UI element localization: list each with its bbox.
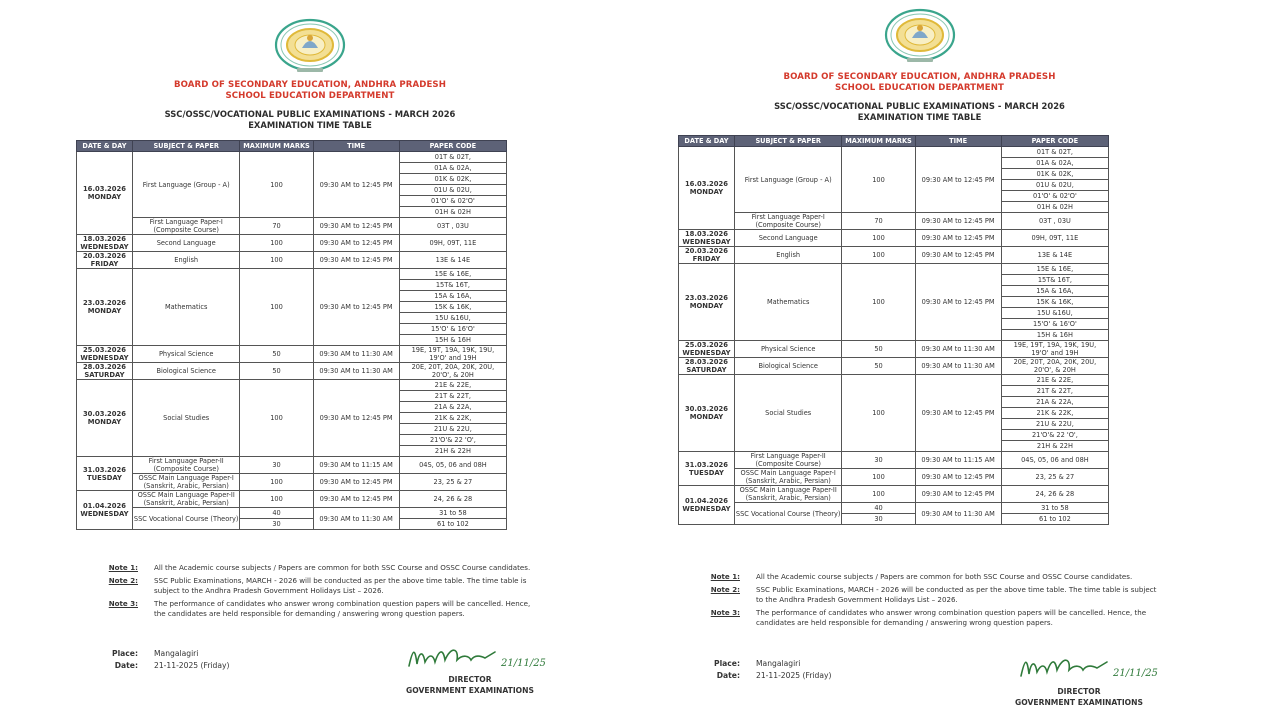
paper-code-cell: 21'O'& 22 'O',: [1001, 430, 1109, 441]
place-date-block: [692, 658, 832, 682]
paper-code-cell: 21E & 22E,: [399, 380, 507, 391]
table-row: [679, 341, 1109, 358]
exam-subtitle: EXAMINATION TIME TABLE: [248, 120, 372, 130]
paper-code-cell: 03T , 03U: [1001, 213, 1109, 230]
subject-cell: First Language Paper-II (Composite Course): [132, 457, 240, 474]
time-cell: 09:30 AM to 11:15 AM: [915, 452, 1001, 469]
table-row: [679, 247, 1109, 264]
paper-code-cell: 04S, 05, 06 and 08H: [399, 457, 507, 474]
director-block: [974, 686, 1184, 708]
paper-code-cell: 04S, 05, 06 and 08H: [1001, 452, 1109, 469]
subject-cell: OSSC Main Language Paper-I (Sanskrit, Arabic, Persian): [734, 469, 842, 486]
note-3: [90, 599, 542, 620]
paper-code-cell: 15H & 16H: [1001, 330, 1109, 341]
date-cell: 25.03.2026 WEDNESDAY: [77, 346, 133, 363]
table-row: [679, 213, 1109, 230]
paper-code-cell: 23, 25 & 27: [399, 474, 507, 491]
subject-cell: First Language (Group - A): [132, 152, 240, 218]
paper-code-cell: 01K & 02K,: [1001, 169, 1109, 180]
subject-cell: English: [132, 252, 240, 269]
subject-cell: First Language (Group - A): [734, 147, 842, 213]
time-cell: 09:30 AM to 11:15 AM: [313, 457, 399, 474]
marks-cell: 100: [240, 474, 313, 491]
date-value: 21-11-2025 (Friday): [154, 661, 230, 670]
time-cell: 09:30 AM to 12:45 PM: [313, 218, 399, 235]
marks-cell: 70: [240, 218, 313, 235]
time-cell: 09:30 AM to 12:45 PM: [915, 147, 1001, 213]
marks-cell: 50: [240, 346, 313, 363]
col-subject-paper: SUBJECT & PAPER: [734, 136, 842, 147]
paper-code-cell: 61 to 102: [399, 519, 507, 530]
paper-code-cell: 24, 26 & 28: [1001, 486, 1109, 503]
table-row: [77, 252, 507, 269]
subject-cell: Social Studies: [734, 375, 842, 452]
paper-code-cell: 61 to 102: [1001, 514, 1109, 525]
org-line1: BOARD OF SECONDARY EDUCATION, ANDHRA PRADESH: [173, 80, 447, 90]
time-cell: 09:30 AM to 12:45 PM: [915, 486, 1001, 503]
paper-code-cell: 21T & 22T,: [399, 391, 507, 402]
subject-cell: Social Studies: [132, 380, 240, 457]
marks-cell: 100: [842, 469, 915, 486]
time-cell: 09:30 AM to 12:45 PM: [915, 375, 1001, 452]
date-cell: 25.03.2026 WEDNESDAY: [679, 341, 735, 358]
note-label: Note 2:: [108, 575, 138, 585]
marks-cell: 100: [842, 147, 915, 213]
subject-cell: OSSC Main Language Paper-II (Sanskrit, Arabic, Persian): [734, 486, 842, 503]
paper-code-cell: 15U &16U,: [399, 313, 507, 324]
table-header-row: [679, 136, 1109, 147]
paper-code-cell: 01T & 02T,: [1001, 147, 1109, 158]
time-cell: 09:30 AM to 11:30 AM: [313, 346, 399, 363]
note-2: [692, 585, 1159, 606]
subject-cell: Second Language: [734, 230, 842, 247]
place-label: Place:: [714, 659, 740, 668]
paper-code-cell: 15T& 16T,: [1001, 275, 1109, 286]
time-cell: 09:30 AM to 12:45 PM: [313, 380, 399, 457]
date-cell: 18.03.2026 WEDNESDAY: [679, 230, 735, 247]
subject-cell: OSSC Main Language Paper-II (Sanskrit, Arabic, Persian): [132, 491, 240, 508]
paper-code-cell: 15K & 16K,: [399, 302, 507, 313]
paper-code-cell: 01U & 02U,: [399, 185, 507, 196]
note-text: All the Academic course subjects / Papers are common for both SSC Course and OSSC Course candidates.: [154, 563, 531, 572]
date-cell: 23.03.2026 MONDAY: [679, 264, 735, 341]
date-cell: 20.03.2026 FRIDAY: [679, 247, 735, 264]
paper-code-cell: 21H & 22H: [1001, 441, 1109, 452]
paper-code-cell: 15E & 16E,: [399, 269, 507, 280]
table-row: [77, 152, 507, 163]
paper-code-cell: 01A & 02A,: [1001, 158, 1109, 169]
marks-cell: 100: [842, 230, 915, 247]
paper-code-cell: 31 to 58: [1001, 503, 1109, 514]
time-cell: 09:30 AM to 12:45 PM: [313, 235, 399, 252]
table-row: [77, 508, 507, 519]
note-label: Note 2:: [710, 584, 740, 594]
marks-cell: 100: [842, 375, 915, 452]
note-label: Note 3:: [710, 607, 740, 617]
exam-timetable: [76, 140, 507, 530]
paper-code-cell: 03T , 03U: [399, 218, 507, 235]
paper-code-cell: 09H, 09T, 11E: [1001, 230, 1109, 247]
time-cell: 09:30 AM to 12:45 PM: [313, 269, 399, 346]
subject-cell: Biological Science: [132, 363, 240, 380]
paper-code-cell: 15H & 16H: [399, 335, 507, 346]
note-label: Note 1:: [108, 563, 138, 572]
org-line1: BOARD OF SECONDARY EDUCATION, ANDHRA PRADESH: [783, 72, 1056, 82]
table-row: [679, 230, 1109, 247]
director-signature: [1017, 650, 1167, 684]
paper-code-cell: 15U &16U,: [1001, 308, 1109, 319]
marks-cell: 100: [240, 152, 313, 218]
time-cell: 09:30 AM to 12:45 PM: [313, 474, 399, 491]
marks-cell: 100: [240, 380, 313, 457]
marks-cell: 50: [842, 341, 915, 358]
date-value: 21-11-2025 (Friday): [756, 671, 832, 680]
paper-code-cell: 21E & 22E,: [1001, 375, 1109, 386]
date-label: Date:: [716, 671, 740, 680]
subject-cell: OSSC Main Language Paper-I (Sanskrit, Arabic, Persian): [132, 474, 240, 491]
marks-cell: 100: [240, 235, 313, 252]
time-cell: 09:30 AM to 12:45 PM: [915, 213, 1001, 230]
paper-code-cell: 19E, 19T, 19A, 19K, 19U, 19'O' and 19H: [1001, 341, 1109, 358]
table-row: [77, 346, 507, 363]
paper-code-cell: 01T & 02T,: [399, 152, 507, 163]
time-cell: 09:30 AM to 12:45 PM: [313, 152, 399, 218]
table-row: [77, 363, 507, 380]
table-row: [77, 380, 507, 391]
col-paper-code: PAPER CODE: [399, 141, 507, 152]
paper-code-cell: 21'O'& 22 'O',: [399, 435, 507, 446]
note-text: All the Academic course subjects / Papers are common for both SSC Course and OSSC Course candidates.: [756, 572, 1133, 581]
time-cell: 09:30 AM to 12:45 PM: [915, 264, 1001, 341]
director-signature: [405, 640, 555, 674]
table-row: [679, 264, 1109, 275]
paper-code-cell: 21U & 22U,: [399, 424, 507, 435]
paper-code-cell: 21H & 22H: [399, 446, 507, 457]
note-text: The performance of candidates who answer wrong combination question papers will be cancelled. Hence, the candidates are held responsible for demanding / answering wrong question papers.: [154, 598, 531, 618]
table-row: [679, 469, 1109, 486]
date-cell: 28.03.2026 SATURDAY: [679, 358, 735, 375]
paper-code-cell: 15K & 16K,: [1001, 297, 1109, 308]
marks-cell: 30: [240, 519, 313, 530]
date-cell: 30.03.2026 MONDAY: [679, 375, 735, 452]
paper-code-cell: 01'O' & 02'O': [399, 196, 507, 207]
notes-section: [90, 563, 542, 622]
table-row: [77, 491, 507, 508]
paper-code-cell: 23, 25 & 27: [1001, 469, 1109, 486]
paper-code-cell: 21T & 22T,: [1001, 386, 1109, 397]
marks-cell: 40: [842, 503, 915, 514]
marks-cell: 70: [842, 213, 915, 230]
date-cell: 16.03.2026 MONDAY: [679, 147, 735, 230]
subject-cell: SSC Vocational Course (Theory): [734, 503, 842, 525]
date-cell: 30.03.2026 MONDAY: [77, 380, 133, 457]
place-value: Mangalagiri: [756, 659, 801, 668]
subject-cell: Physical Science: [132, 346, 240, 363]
subject-cell: English: [734, 247, 842, 264]
signature-date: 21/11/25: [1113, 668, 1158, 679]
col-subject-paper: SUBJECT & PAPER: [132, 141, 240, 152]
col-maximum-marks: MAXIMUM MARKS: [842, 136, 915, 147]
table-row: [77, 235, 507, 252]
col-time: TIME: [915, 136, 1001, 147]
subject-cell: Physical Science: [734, 341, 842, 358]
marks-cell: 30: [842, 514, 915, 525]
director-department: GOVERNMENT EXAMINATIONS: [1015, 698, 1143, 707]
date-cell: 31.03.2026 TUESDAY: [679, 452, 735, 486]
subject-cell: Mathematics: [132, 269, 240, 346]
date-cell: 01.04.2026 WEDNESDAY: [77, 491, 133, 530]
table-row: [77, 269, 507, 280]
note-3: [692, 608, 1159, 629]
marks-cell: 50: [240, 363, 313, 380]
time-cell: 09:30 AM to 12:45 PM: [313, 491, 399, 508]
note-text: SSC Public Examinations, MARCH - 2026 will be conducted as per the above time table. The time table is subject to the Andhra Pradesh Government Holidays List – 2026.: [154, 575, 527, 595]
table-row: [679, 486, 1109, 503]
subject-cell: SSC Vocational Course (Theory): [132, 508, 240, 530]
marks-cell: 100: [842, 264, 915, 341]
date-cell: 23.03.2026 MONDAY: [77, 269, 133, 346]
paper-code-cell: 15'O' & 16'O': [1001, 319, 1109, 330]
paper-code-cell: 20E, 20T, 20A, 20K, 20U, 20'O', & 20H: [399, 363, 507, 380]
subject-cell: First Language Paper-I (Composite Course): [132, 218, 240, 235]
director-title: DIRECTOR: [1057, 687, 1101, 696]
date-cell: 28.03.2026 SATURDAY: [77, 363, 133, 380]
time-cell: 09:30 AM to 12:45 PM: [915, 247, 1001, 264]
date-cell: 20.03.2026 FRIDAY: [77, 252, 133, 269]
time-cell: 09:30 AM to 11:30 AM: [915, 341, 1001, 358]
exam-title-block: [70, 109, 550, 131]
marks-cell: 100: [240, 269, 313, 346]
org-line2: SCHOOL EDUCATION DEPARTMENT: [225, 91, 395, 101]
note-1: [692, 572, 1159, 583]
subject-cell: First Language Paper-I (Composite Course): [734, 213, 842, 230]
paper-code-cell: 13E & 14E: [399, 252, 507, 269]
time-cell: 09:30 AM to 11:30 AM: [915, 503, 1001, 525]
paper-code-cell: 01'O' & 02'O': [1001, 191, 1109, 202]
paper-code-cell: 01U & 02U,: [1001, 180, 1109, 191]
timetable-document-left: [70, 0, 550, 720]
exam-subtitle: EXAMINATION TIME TABLE: [857, 112, 982, 122]
marks-cell: 40: [240, 508, 313, 519]
date-cell: 18.03.2026 WEDNESDAY: [77, 235, 133, 252]
paper-code-cell: 31 to 58: [399, 508, 507, 519]
time-cell: 09:30 AM to 12:45 PM: [915, 469, 1001, 486]
note-label: Note 3:: [108, 598, 138, 608]
table-row: [679, 503, 1109, 514]
paper-code-cell: 09H, 09T, 11E: [399, 235, 507, 252]
notes-section: [692, 572, 1159, 631]
org-line2: SCHOOL EDUCATION DEPARTMENT: [834, 83, 1005, 93]
exam-title: SSC/OSSC/VOCATIONAL PUBLIC EXAMINATIONS - MARCH 2026: [774, 101, 1065, 111]
table-row: [77, 218, 507, 235]
note-2: [90, 576, 542, 597]
table-row: [679, 358, 1109, 375]
paper-code-cell: 15E & 16E,: [1001, 264, 1109, 275]
col-time: TIME: [313, 141, 399, 152]
time-cell: 09:30 AM to 12:45 PM: [313, 252, 399, 269]
paper-code-cell: 01H & 02H: [1001, 202, 1109, 213]
paper-code-cell: 21K & 22K,: [1001, 408, 1109, 419]
timetable-document-right: [672, 0, 1167, 720]
table-row: [679, 147, 1109, 158]
date-cell: 31.03.2026 TUESDAY: [77, 457, 133, 491]
time-cell: 09:30 AM to 11:30 AM: [313, 363, 399, 380]
col-date-day: DATE & DAY: [77, 141, 133, 152]
marks-cell: 100: [842, 247, 915, 264]
paper-code-cell: 21A & 22A,: [399, 402, 507, 413]
paper-code-cell: 21A & 22A,: [1001, 397, 1109, 408]
place-date-block: [90, 648, 230, 672]
col-maximum-marks: MAXIMUM MARKS: [240, 141, 313, 152]
director-title: DIRECTOR: [448, 675, 492, 684]
paper-code-cell: 15A & 16A,: [399, 291, 507, 302]
subject-cell: Second Language: [132, 235, 240, 252]
time-cell: 09:30 AM to 11:30 AM: [313, 508, 399, 530]
paper-code-cell: 01A & 02A,: [399, 163, 507, 174]
table-row: [77, 457, 507, 474]
exam-title: SSC/OSSC/VOCATIONAL PUBLIC EXAMINATIONS - MARCH 2026: [164, 109, 456, 119]
subject-cell: Mathematics: [734, 264, 842, 341]
marks-cell: 100: [240, 252, 313, 269]
director-block: [370, 674, 570, 696]
director-department: GOVERNMENT EXAMINATIONS: [406, 686, 534, 695]
marks-cell: 100: [240, 491, 313, 508]
date-cell: 16.03.2026 MONDAY: [77, 152, 133, 235]
table-row: [77, 474, 507, 491]
board-seal-emblem: [273, 18, 347, 76]
paper-code-cell: 24, 26 & 28: [399, 491, 507, 508]
note-label: Note 1:: [710, 572, 740, 581]
marks-cell: 100: [842, 486, 915, 503]
note-text: The performance of candidates who answer wrong combination question papers will be cancelled. Hence, the candidates are held responsible for demanding / answering wrong question papers.: [756, 607, 1147, 627]
paper-code-cell: 15T& 16T,: [399, 280, 507, 291]
exam-title-block: [672, 101, 1167, 123]
exam-timetable: [678, 135, 1109, 525]
paper-code-cell: 21K & 22K,: [399, 413, 507, 424]
note-text: SSC Public Examinations, MARCH - 2026 will be conducted as per the above time table. The time table is subject to the Andhra Pradesh Government Holidays List – 2026.: [756, 584, 1157, 604]
time-cell: 09:30 AM to 12:45 PM: [915, 230, 1001, 247]
date-label: Date:: [114, 661, 138, 670]
subject-cell: First Language Paper-II (Composite Course): [734, 452, 842, 469]
paper-code-cell: 01H & 02H: [399, 207, 507, 218]
paper-code-cell: 15'O' & 16'O': [399, 324, 507, 335]
paper-code-cell: 15A & 16A,: [1001, 286, 1109, 297]
col-date-day: DATE & DAY: [679, 136, 735, 147]
table-header-row: [77, 141, 507, 152]
marks-cell: 30: [842, 452, 915, 469]
table-row: [679, 452, 1109, 469]
marks-cell: 30: [240, 457, 313, 474]
signature-date: 21/11/25: [501, 658, 546, 669]
col-paper-code: PAPER CODE: [1001, 136, 1109, 147]
place-label: Place:: [112, 649, 138, 658]
subject-cell: Biological Science: [734, 358, 842, 375]
paper-code-cell: 13E & 14E: [1001, 247, 1109, 264]
board-seal-emblem: [883, 8, 957, 66]
marks-cell: 50: [842, 358, 915, 375]
paper-code-cell: 19E, 19T, 19A, 19K, 19U, 19'O' and 19H: [399, 346, 507, 363]
place-value: Mangalagiri: [154, 649, 199, 658]
paper-code-cell: 21U & 22U,: [1001, 419, 1109, 430]
organization-header: [70, 80, 550, 102]
time-cell: 09:30 AM to 11:30 AM: [915, 358, 1001, 375]
note-1: [90, 563, 542, 574]
table-row: [679, 375, 1109, 386]
organization-header: [672, 72, 1167, 94]
date-cell: 01.04.2026 WEDNESDAY: [679, 486, 735, 525]
paper-code-cell: 01K & 02K,: [399, 174, 507, 185]
paper-code-cell: 20E, 20T, 20A, 20K, 20U, 20'O', & 20H: [1001, 358, 1109, 375]
